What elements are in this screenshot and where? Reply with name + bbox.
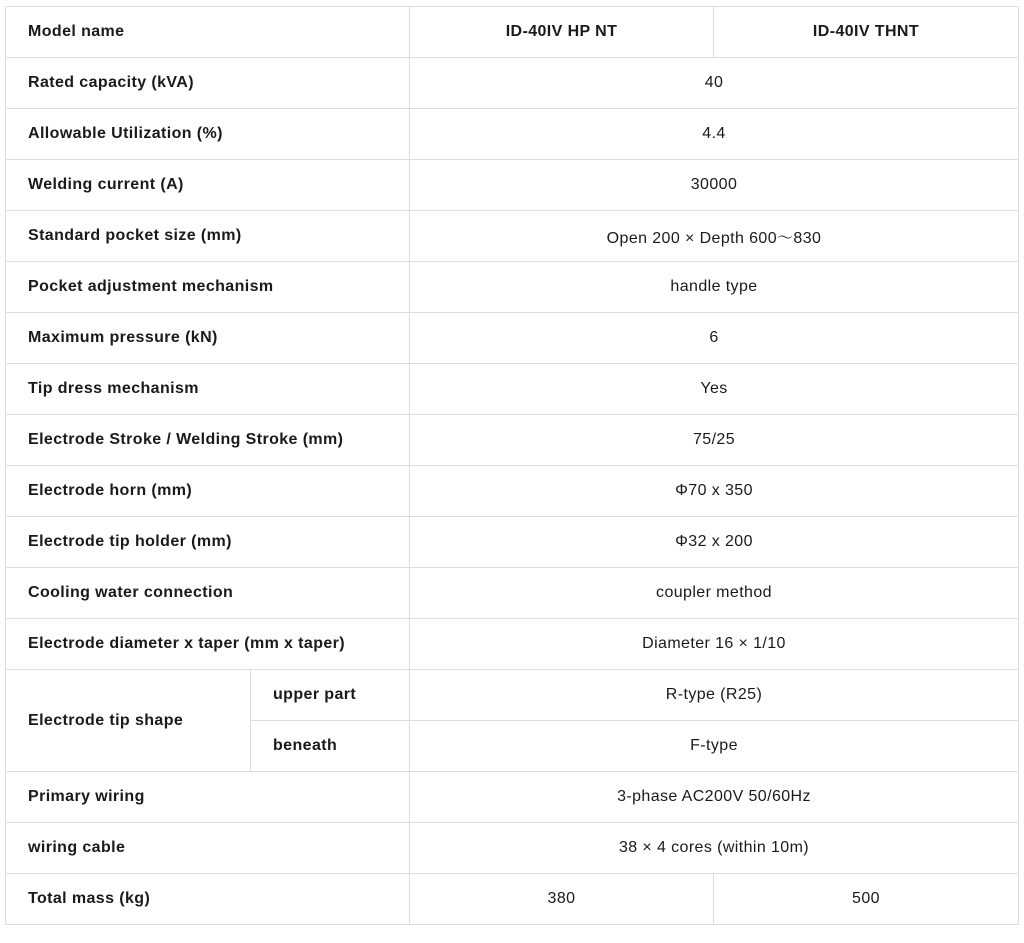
- row-value: F-type: [410, 721, 1019, 772]
- row-value: R-type (R25): [410, 670, 1019, 721]
- row-value: Yes: [410, 364, 1019, 415]
- table-row: [6, 160, 1019, 211]
- sub-row-label: beneath: [251, 721, 410, 772]
- table-row: [6, 211, 1019, 262]
- table-row: [6, 109, 1019, 160]
- table-row-total-mass: [6, 874, 1019, 925]
- row-value: 75/25: [410, 415, 1019, 466]
- row-label: Primary wiring: [6, 772, 410, 823]
- row-value: handle type: [410, 262, 1019, 313]
- row-label: Electrode tip shape: [6, 670, 251, 772]
- model-column-header: ID-40IV THNT: [714, 7, 1019, 58]
- table-row: [6, 619, 1019, 670]
- row-value: Open 200 × Depth 600～830: [410, 211, 1019, 262]
- spec-table: [5, 6, 1019, 925]
- row-label: Welding current (A): [6, 160, 410, 211]
- row-label: wiring cable: [6, 823, 410, 874]
- table-row-model-name: [6, 7, 1019, 58]
- row-value: 38 × 4 cores (within 10m): [410, 823, 1019, 874]
- row-value: 30000: [410, 160, 1019, 211]
- table-row: [6, 313, 1019, 364]
- row-value: 380: [410, 874, 714, 925]
- row-label: Total mass (kg): [6, 874, 410, 925]
- row-label: Allowable Utilization (%): [6, 109, 410, 160]
- row-label: Electrode tip holder (mm): [6, 517, 410, 568]
- table-row: [6, 772, 1019, 823]
- model-column-header: ID-40IV HP NT: [410, 7, 714, 58]
- sub-row-label: upper part: [251, 670, 410, 721]
- table-row: [6, 823, 1019, 874]
- row-value: coupler method: [410, 568, 1019, 619]
- row-value: Φ70 x 350: [410, 466, 1019, 517]
- row-value: Diameter 16 × 1/10: [410, 619, 1019, 670]
- table-row-tip-shape-upper: [6, 670, 1019, 721]
- row-label: Standard pocket size (mm): [6, 211, 410, 262]
- row-value: 3-phase AC200V 50/60Hz: [410, 772, 1019, 823]
- row-label: Pocket adjustment mechanism: [6, 262, 410, 313]
- table-row: [6, 364, 1019, 415]
- row-value: 40: [410, 58, 1019, 109]
- row-value: Φ32 x 200: [410, 517, 1019, 568]
- table-row: [6, 517, 1019, 568]
- row-value: 4.4: [410, 109, 1019, 160]
- row-label: Electrode Stroke / Welding Stroke (mm): [6, 415, 410, 466]
- table-row: [6, 262, 1019, 313]
- row-label: Tip dress mechanism: [6, 364, 410, 415]
- row-label: Model name: [6, 7, 410, 58]
- row-label: Electrode diameter x taper (mm x taper): [6, 619, 410, 670]
- row-label: Maximum pressure (kN): [6, 313, 410, 364]
- row-label: Cooling water connection: [6, 568, 410, 619]
- row-label: Electrode horn (mm): [6, 466, 410, 517]
- row-label: Rated capacity (kVA): [6, 58, 410, 109]
- table-row: [6, 568, 1019, 619]
- row-value: 6: [410, 313, 1019, 364]
- table-row: [6, 58, 1019, 109]
- table-row: [6, 466, 1019, 517]
- row-value: 500: [714, 874, 1019, 925]
- table-row: [6, 415, 1019, 466]
